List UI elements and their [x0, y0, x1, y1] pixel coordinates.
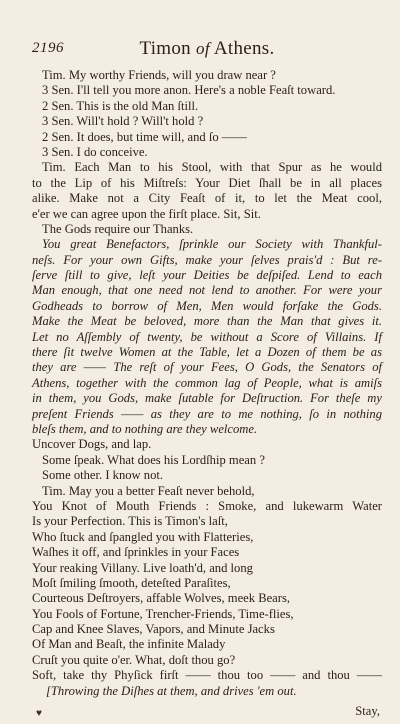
text-line: in them, you Gods, make ſutable for Deſtruction. For theſe my	[32, 391, 382, 406]
text-line: You Fools of Fortune, Trencher-Friends, Time-flies,	[32, 606, 294, 621]
text-line: Waſhes it off, and ſprinkles in your Faces	[32, 545, 240, 560]
text-line: alike. Make not a City Feaſt of it, to let the Meat cool,	[32, 191, 382, 206]
text-line: The Gods require our Thanks.	[42, 221, 194, 236]
text-line: Make the Meat be beloved, more than the Man that gives it.	[32, 314, 382, 329]
text-line: they are —— The reſt of your Fees, O Gods, the Senators of	[32, 360, 382, 375]
text-line: Godheads to borrow of Men, Men would forſake the Gods.	[32, 298, 382, 313]
text-line: Tim. Each Man to his Stool, with that Spur as he would	[42, 160, 382, 175]
text-line: Cruſt you quite o'er. What, doſt thou go?	[32, 652, 236, 667]
running-head	[32, 38, 382, 60]
text-line: Some other. I know not.	[42, 468, 164, 483]
text-line: 3 Sen. I do conceive.	[42, 144, 148, 159]
text-line: Soft, take thy Phyſick firſt —— thou too —— and thou ——	[32, 668, 382, 683]
text-line: 3 Sen. Will't hold ? Will't hold ?	[42, 114, 204, 129]
text-line: neſs. For your own Gifts, make your ſelves prais'd : But re-	[32, 252, 382, 267]
body-text	[32, 68, 382, 699]
text-line: You Knot of Mouth Friends : Smoke, and lukewarm Water	[32, 498, 382, 513]
text-line: Cap and Knee Slaves, Vapors, and Minute Jacks	[32, 622, 275, 637]
text-line: 3 Sen. I'll tell you more anon. Here's a noble Feaſt toward.	[42, 83, 336, 98]
text-line: Man enough, that one need not lend to another. For were your	[32, 283, 382, 298]
text-line: 2 Sen. It does, but time will, and ſo ——	[42, 129, 247, 144]
text-line: there ſit twelve Women at the Table, let a Dozen of them be as	[32, 345, 382, 360]
text-line: Let no Aſſembly of twenty, be without a Score of Villains. If	[32, 329, 382, 344]
text-line: ſerve ſtill to give, leſt your Deities be deſpiſed. Lend to each	[32, 268, 382, 283]
text-line: Of Man and Beaſt, the infinite Malady	[32, 637, 226, 652]
text-line: Moſt ſmiling ſmooth, deteſted Paraſites,	[32, 575, 231, 590]
page-number: 2196	[32, 40, 64, 56]
text-line: Some ſpeak. What does his Lordſhip mean ?	[42, 452, 265, 467]
text-line: to the Lip of his Miſtreſs: Your Diet ſhall be in all places	[32, 175, 382, 190]
title-athens: Athens.	[213, 38, 275, 59]
text-line: preſent Friends —— as they are to me nothing, ſo in nothing	[32, 406, 382, 421]
text-line: Athens, together with the common lag of People, what is amiſs	[32, 375, 382, 390]
text-line: Tim. May you a better Feaſt never behold,	[42, 483, 255, 498]
title-timon: Timon	[139, 38, 191, 59]
text-line: Uncover Dogs, and lap.	[32, 437, 152, 452]
text-line: Is your Perfection. This is Timon's laſt,	[32, 514, 228, 529]
text-line: You great Benefactors, ſprinkle our Society with Thankful-	[42, 237, 382, 252]
text-line: Tim. My worthy Friends, will you draw near ?	[42, 68, 276, 82]
ornament-mark: ♥	[36, 708, 42, 719]
text-line: Your reaking Villany. Live loath'd, and long	[32, 560, 253, 575]
text-line: Who ſtuck and ſpangled you with Flatteries,	[32, 529, 254, 544]
running-title	[32, 38, 382, 60]
stage-direction: [Throwing the Diſhes at them, and drives 'em out.	[46, 683, 297, 698]
title-of: of	[196, 39, 210, 58]
text-line: Courteous Deſtroyers, affable Wolves, meek Bears,	[32, 591, 291, 606]
text-line: bleſs them, and to nothing are they welcome.	[32, 421, 258, 436]
catchword: Stay,	[355, 704, 380, 718]
text-line: 2 Sen. This is the old Man ſtill.	[42, 98, 199, 113]
text-line: e'er we can agree upon the firſt place. Sit, Sit.	[32, 206, 261, 221]
